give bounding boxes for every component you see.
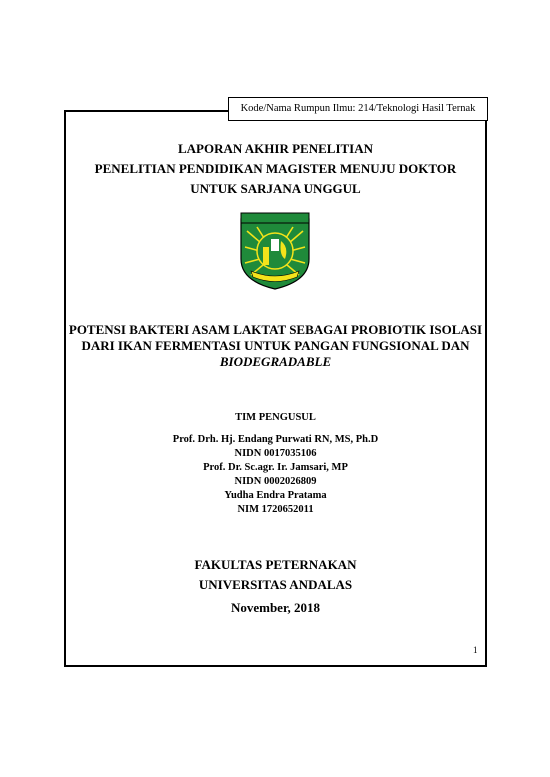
title-line-3: BIODEGRADABLE (219, 354, 332, 369)
team-members (64, 433, 487, 517)
report-type-line-3: UNTUK SARJANA UNGGUL (190, 181, 361, 196)
title-line-1: POTENSI BAKTERI ASAM LAKTAT SEBAGAI PROBIOTIK ISOLASI (68, 322, 483, 337)
title-line-2: DARI IKAN FERMENTASI UNTUK PANGAN FUNGSIONAL DAN (81, 338, 470, 353)
faculty-name: FAKULTAS PETERNAKAN (194, 557, 357, 572)
team-heading: TIM PENGUSUL (235, 412, 316, 423)
university-name: UNIVERSITAS ANDALAS (198, 577, 353, 592)
report-date: November, 2018 (230, 600, 321, 615)
institution-block (64, 555, 487, 595)
member-line: Yudha Endra Pratama (224, 490, 327, 501)
member-line: Prof. Drh. Hj. Endang Purwati RN, MS, Ph.D (172, 434, 379, 445)
member-line: NIDN 0002026809 (234, 476, 317, 487)
code-label-box: Kode/Nama Rumpun Ilmu: 214/Teknologi Hasil Ternak (228, 97, 488, 121)
research-title (64, 322, 487, 370)
member-line: Prof. Dr. Sc.agr. Ir. Jamsari, MP (203, 462, 348, 473)
report-type-line-1: LAPORAN AKHIR PENELITIAN (177, 141, 374, 156)
report-type-heading (64, 139, 487, 199)
university-emblem-logo (237, 209, 313, 291)
member-line: NIDN 0017035106 (234, 448, 317, 459)
member-line: NIM 1720652011 (237, 504, 314, 515)
report-type-line-2: PENELITIAN PENDIDIKAN MAGISTER MENUJU DOKTOR (94, 161, 457, 176)
page-number: 1 (473, 645, 478, 655)
